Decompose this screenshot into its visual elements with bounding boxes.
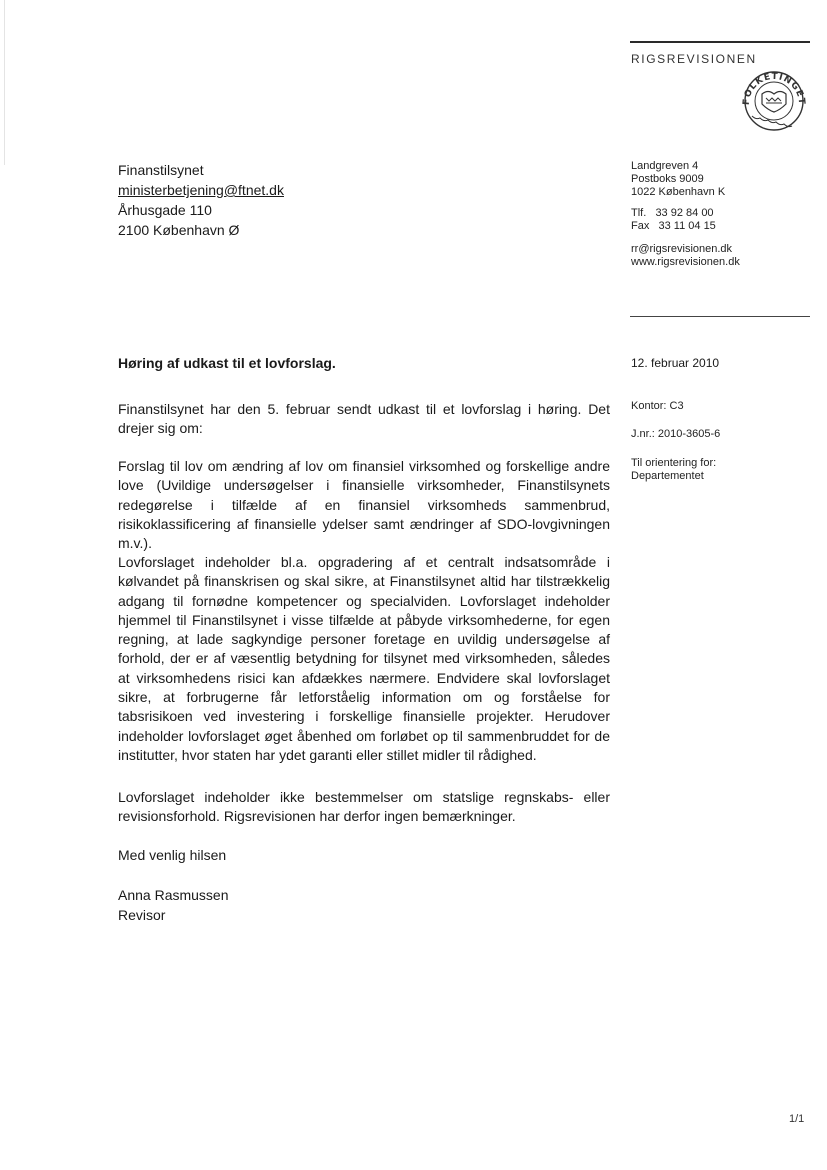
orientation-info: [631, 457, 716, 483]
recipient-email-link[interactable]: ministerbetjening@ftnet.dk: [118, 182, 284, 198]
letter-subject: Høring af udkast til et lovforslag.: [118, 355, 336, 371]
recipient-address: [118, 160, 284, 240]
sender-po-box: Postboks 9009: [631, 173, 704, 185]
signer-title: Revisor: [118, 906, 166, 923]
signature-block: [118, 886, 229, 925]
scan-margin-line: [4, 0, 5, 165]
orientation-label: Til orientering for:: [631, 457, 717, 469]
sender-address: [631, 160, 740, 269]
office-code: Kontor: C3: [631, 400, 684, 412]
sender-web-link[interactable]: www.rigsrevisionen.dk: [631, 256, 740, 268]
body-paragraph-1: Finanstilsynet har den 5. februar sendt udkast til et lovforslag i høring. Det drejer sig om:: [118, 401, 610, 437]
seal-text: FOLKETINGET: [741, 71, 807, 106]
sender-fax: Fax 33 11 04 15: [631, 220, 716, 232]
body-paragraph-3: Lovforslaget indeholder bl.a. opgradering af et centralt indsatsområde i kølvandet på finanskrisen og skal sikre, at Finanstilsynet altid har tilstrækkelig adgang til fornødne kompetencer og specialviden. Lovforslaget indeholder hjemmel til Finanstilsynet i visse tilfælde at påbyde virksomhederne, for egen regning, at lade sagkyndige personer foretage en uvildig undersøgelse af forhold, der er af væsentlig betydning for tilsynet med virksomheden, således at virksomhedens risici kan afdækkes nærmere. Endvidere skal lovforslaget sikre, at forbrugerne får letforståelig information om og forståelse for tabsrisikoen ved investering i forskellige finansielle projekter. Herudover indeholder lovforslaget øget åbenhed om forløbet op til sammenbruddet for de institutter, hvor staten har ydet garanti eller stillet midler til rådighed.: [118, 554, 610, 763]
journal-number: J.nr.: 2010-3605-6: [631, 428, 721, 440]
sender-bottom-rule: [630, 316, 810, 317]
recipient-street: Århusgade 110: [118, 202, 212, 218]
recipient-city: 2100 København Ø: [118, 222, 240, 238]
letter-date: 12. februar 2010: [631, 356, 720, 370]
org-name: RIGSREVISIONEN: [631, 52, 757, 66]
sender-email-link[interactable]: rr@rigsrevisionen.dk: [631, 243, 733, 255]
signer-name: Anna Rasmussen: [118, 887, 229, 903]
recipient-name: Finanstilsynet: [118, 162, 204, 178]
orientation-value: Departementet: [631, 470, 704, 482]
letterhead-top-rule: [630, 41, 810, 43]
closing-greeting: Med venlig hilsen: [118, 847, 227, 863]
folketinget-seal-icon: [738, 70, 810, 132]
sender-phone: Tlf. 33 92 84 00: [631, 207, 714, 219]
page-number: 1/1: [789, 1113, 805, 1125]
body-paragraph-2: Forslag til lov om ændring af lov om finansiel virksomhed og forskellige andre love (Uvildige undersøgelser i finansielle virksomheder, Finanstilsynets redegørelse i tilfælde af en finansiel virksomheds sammenbrud, risikoklassificering af finansielle ydelser samt ændringer af SDO-lovgivningen m.v.).: [118, 458, 610, 552]
sender-street: Landgreven 4: [631, 160, 699, 172]
body-paragraph-4: Lovforslaget indeholder ikke bestemmelser om statslige regnskabs- eller revisionsforhold. Rigsrevisionen har derfor ingen bemærkninger.: [118, 789, 610, 825]
sender-city: 1022 København K: [631, 186, 726, 198]
